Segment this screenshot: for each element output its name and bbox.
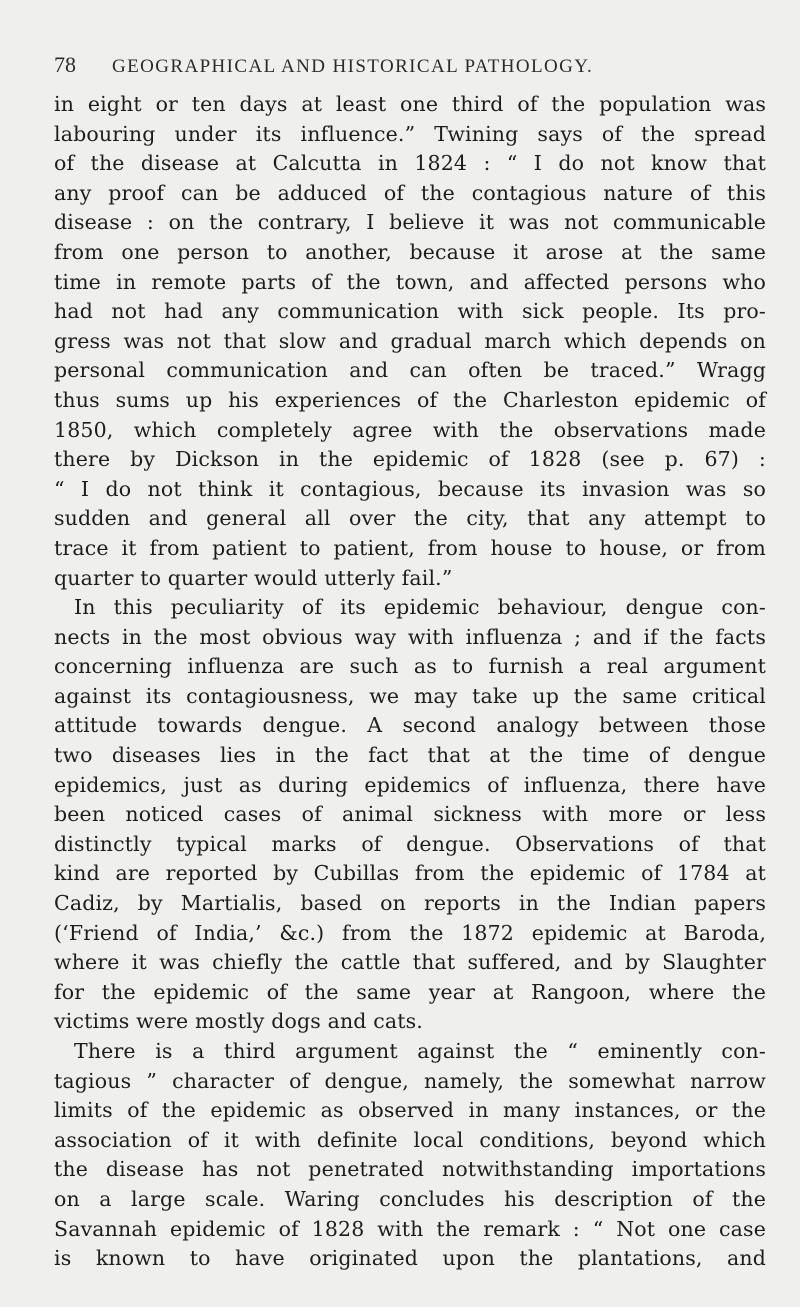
running-head: [54, 52, 754, 82]
text-line: trace it from patient to patient, from house to house, or from: [54, 535, 766, 560]
text-line: against its contagiousness, we may take up the same critical: [54, 683, 766, 708]
text-line: on a large scale. Waring concludes his description of the: [54, 1186, 766, 1211]
text-line: of the disease at Calcutta in 1824 : “ I do not know that: [54, 151, 766, 176]
text-line: (‘Friend of India,’ &c.) from the 1872 epidemic at Baroda,: [54, 920, 766, 945]
text-line: 1850, which completely agree with the observations made: [54, 417, 766, 442]
text-line: from one person to another, because it arose at the same: [54, 239, 766, 264]
text-line: any proof can be adduced of the contagious nature of this: [54, 180, 766, 205]
text-line: been noticed cases of animal sickness with more or less: [54, 802, 766, 827]
text-line: quarter to quarter would utterly fail.”: [54, 565, 453, 590]
text-line: thus sums up his experiences of the Charleston epidemic of: [54, 387, 766, 412]
text-line: in eight or ten days at least one third of the population was: [54, 92, 766, 116]
text-line: Cadiz, by Martialis, based on reports in the Indian papers: [54, 891, 766, 916]
text-line: for the epidemic of the same year at Rangoon, where the: [54, 979, 766, 1004]
text-line: is known to have originated upon the plantations, and: [54, 1246, 766, 1271]
text-line: victims were mostly dogs and cats.: [54, 1009, 423, 1034]
text-line: nects in the most obvious way with influenza ; and if the facts: [54, 624, 766, 649]
text-line: distinctly typical marks of dengue. Observations of that: [54, 831, 766, 856]
text-line: “ I do not think it contagious, because its invasion was so: [54, 476, 766, 501]
text-line: personal communication and can often be traced.” Wragg: [54, 358, 766, 383]
text-line: gress was not that slow and gradual march which depends on: [54, 328, 766, 353]
text-line: concerning influenza are such as to furnish a real argument: [54, 654, 766, 679]
body-text: [54, 90, 766, 1274]
text-line: where it was chiefly the cattle that suffered, and by Slaughter: [54, 950, 766, 975]
text-line: There is a third argument against the “ eminently con-: [74, 1039, 766, 1063]
text-line: labouring under its influence.” Twining says of the spread: [54, 121, 766, 146]
text-line: had not had any communication with sick people. Its pro-: [54, 299, 766, 324]
text-line: limits of the epidemic as observed in many instances, or the: [54, 1098, 766, 1123]
text-line: attitude towards dengue. A second analogy between those: [54, 713, 766, 738]
running-title: GEOGRAPHICAL AND HISTORICAL PATHOLOGY.: [112, 56, 594, 77]
page-number: 78: [54, 52, 76, 77]
text-line: tagious ” character of dengue, namely, the somewhat narrow: [54, 1068, 766, 1093]
text-line: Savannah epidemic of 1828 with the remark : “ Not one case: [54, 1216, 766, 1241]
text-line: In this peculiarity of its epidemic behaviour, dengue con-: [74, 595, 766, 620]
text-line: disease : on the contrary, I believe it was not communicable: [54, 210, 766, 235]
text-line: epidemics, just as during epidemics of influenza, there have: [54, 772, 766, 797]
text-line: there by Dickson in the epidemic of 1828 (see p. 67) :: [54, 447, 766, 472]
text-line: association of it with definite local conditions, beyond which: [54, 1127, 766, 1152]
text-line: kind are reported by Cubillas from the epidemic of 1784 at: [54, 861, 766, 886]
text-line: sudden and general all over the city, that any attempt to: [54, 506, 766, 531]
text-line: two diseases lies in the fact that at the time of dengue: [54, 743, 766, 768]
text-line: time in remote parts of the town, and affected persons who: [54, 269, 766, 294]
text-line: the disease has not penetrated notwithstanding importations: [54, 1157, 766, 1182]
